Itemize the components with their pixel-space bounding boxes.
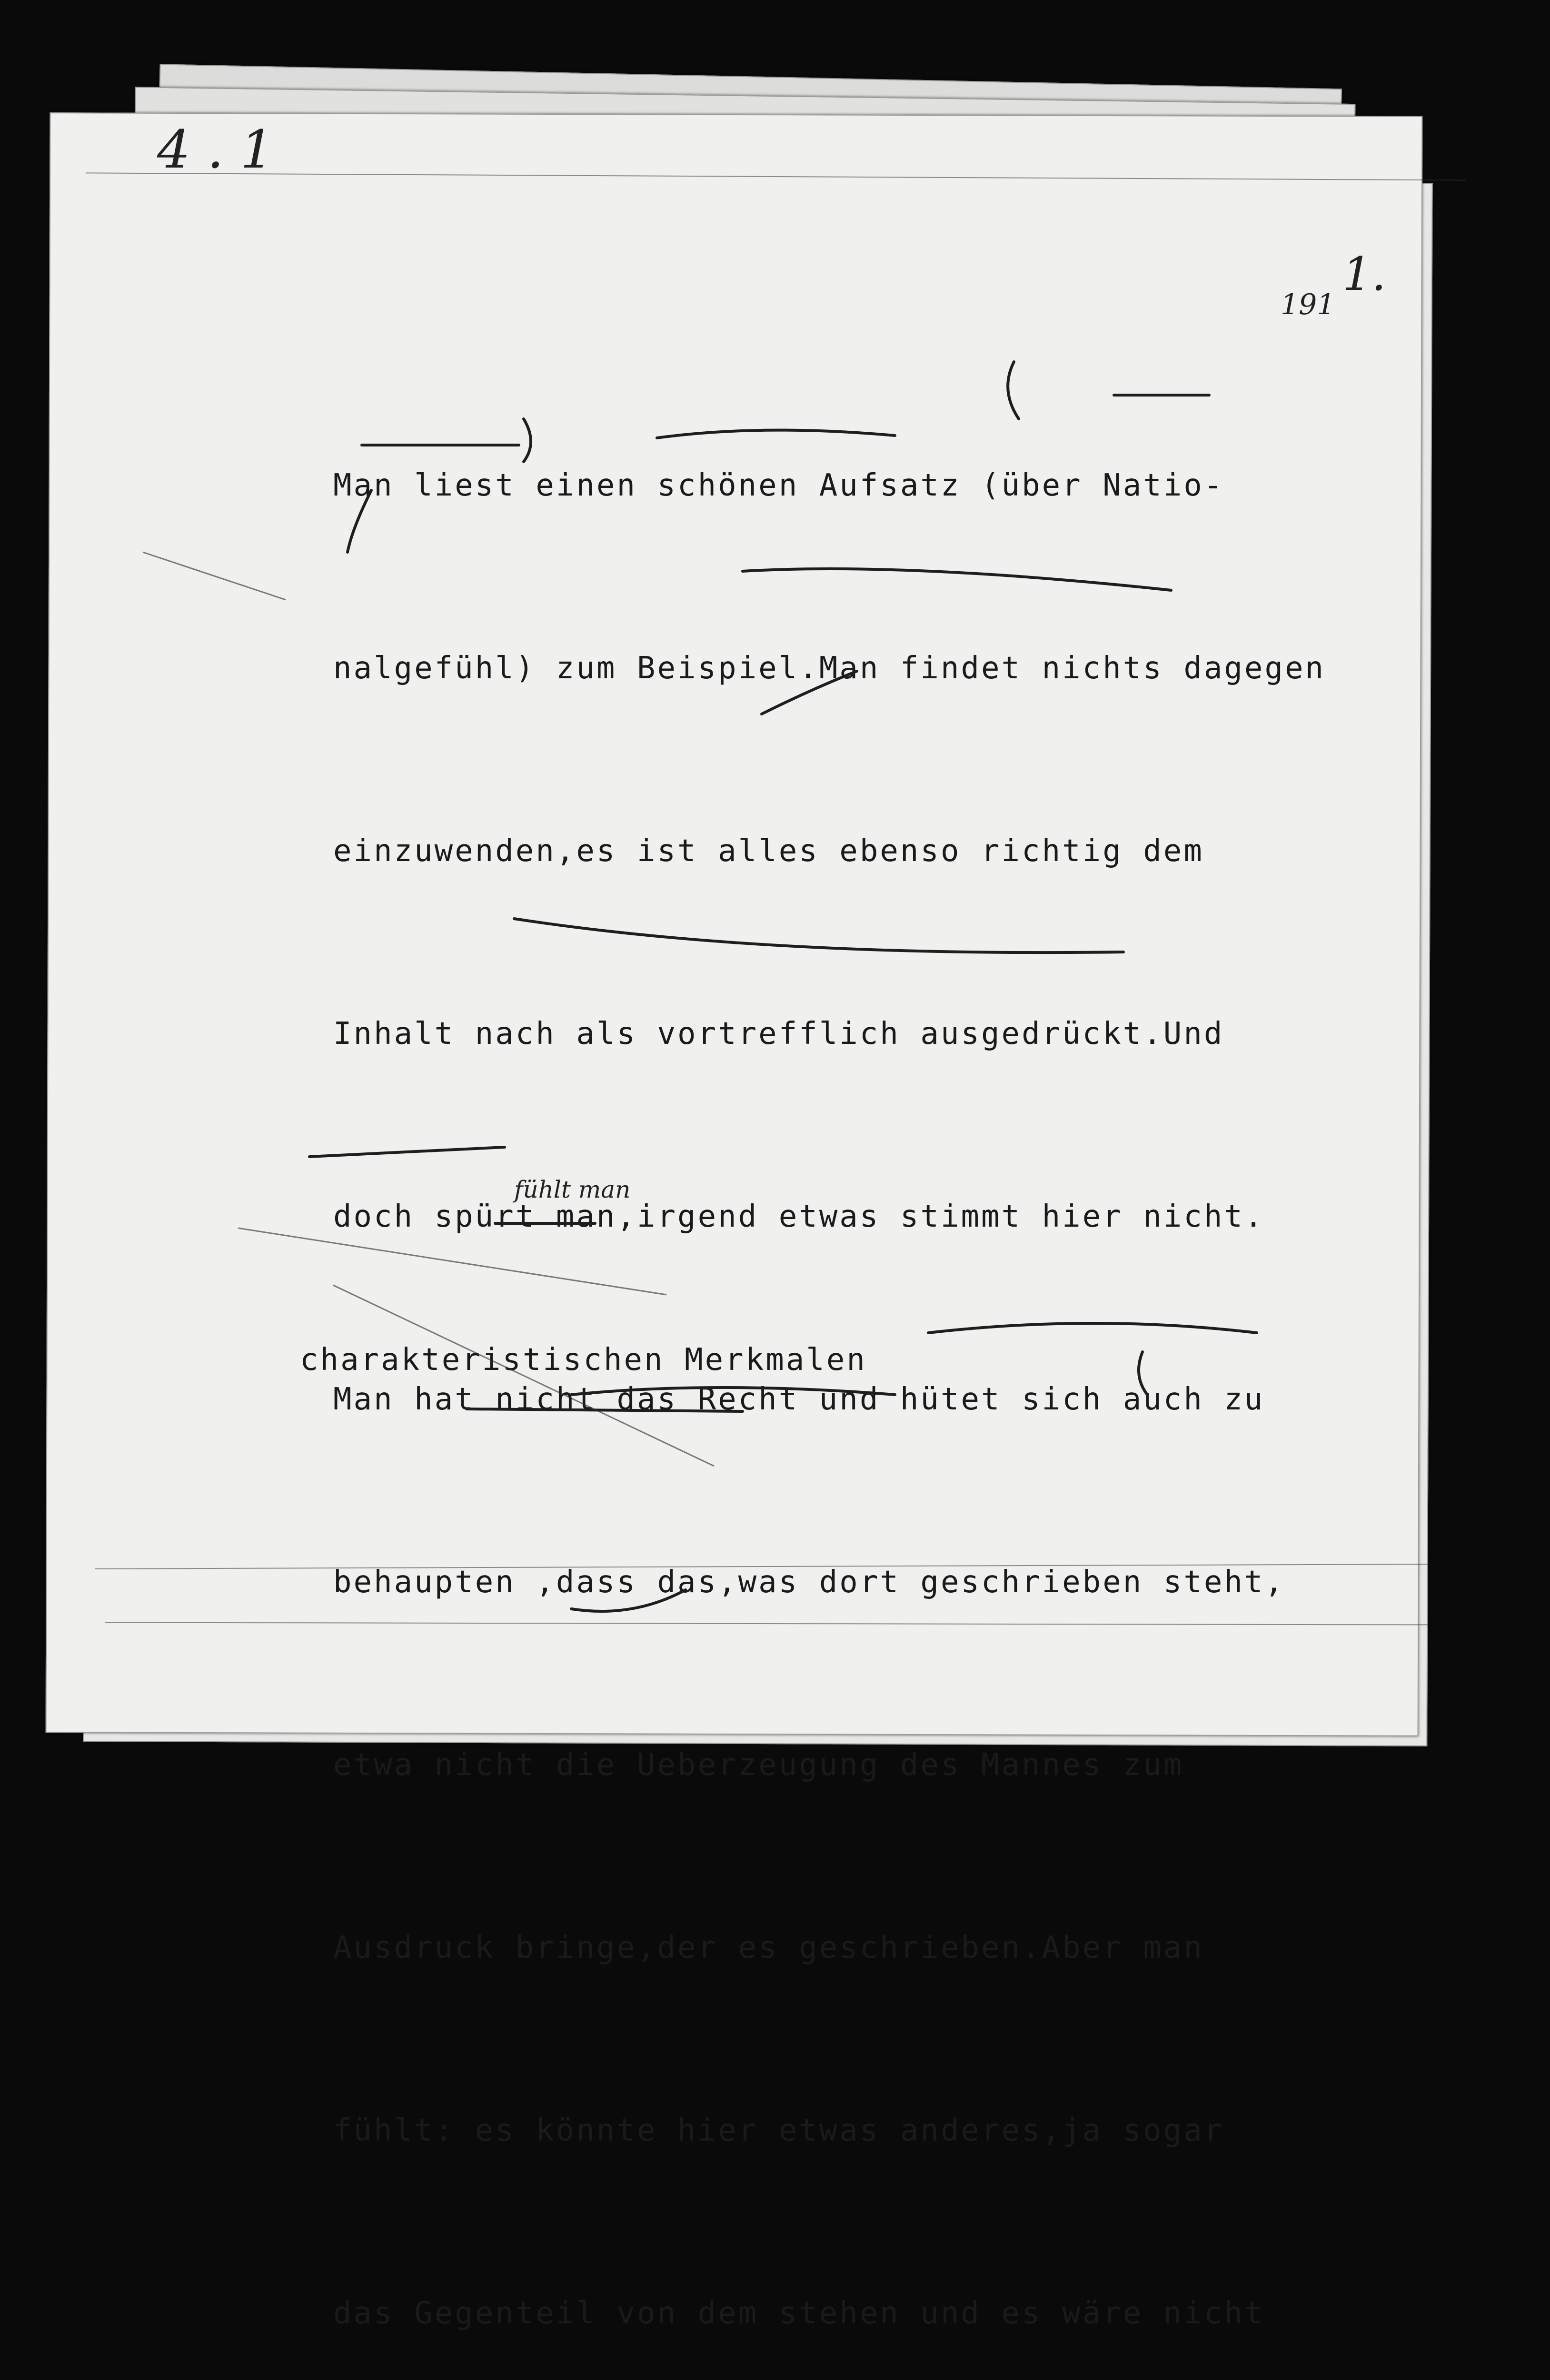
page-number: 191	[1281, 288, 1335, 321]
typed-line: doch spürt man,irgend etwas stimmt hier nicht.	[333, 1199, 1265, 1234]
underline-mark	[657, 430, 895, 438]
margin-stroke	[348, 490, 371, 552]
handwritten-annotation: fühlt man	[514, 1176, 631, 1203]
typed-line: Ausdruck bringe,der es geschrieben.Aber man	[333, 1930, 1204, 1965]
typed-line: nalgefühl) zum Beispiel.Man findet nichts dagegen	[333, 651, 1326, 686]
margin-stroke	[309, 1147, 505, 1157]
bracket-mark	[1008, 362, 1019, 419]
typed-line: das Gegenteil von dem stehen und es wäre nicht	[333, 2296, 1265, 2331]
correction-stroke	[762, 671, 857, 714]
underline-mark	[514, 919, 1123, 952]
typed-line: Man liest einen schönen Aufsatz (über Natio-	[333, 468, 1224, 503]
top-right-page-mark: 1.	[1342, 248, 1386, 301]
underline-mark	[571, 1388, 895, 1395]
bracket-mark	[1139, 1352, 1147, 1395]
typed-line: etwa nicht die Ueberzeugung des Mannes zum	[333, 1747, 1184, 1783]
typed-line: einzuwenden,es ist alles ebenso richtig dem	[333, 833, 1204, 869]
scratch-mark	[143, 552, 286, 600]
top-left-pencil-mark: 4 . 1	[157, 119, 274, 180]
typed-insertion: charakteristischen Merkmalen	[300, 1342, 867, 1378]
underline-mark	[743, 569, 1171, 590]
underline-mark	[571, 1590, 686, 1611]
scratch-mark	[238, 1228, 666, 1295]
typed-line: Man hat nicht das Recht und hütet sich auch zu	[333, 1382, 1265, 1417]
underline-mark	[928, 1323, 1257, 1333]
scratch-mark	[333, 1285, 714, 1466]
typed-line: behaupten ,dass das,was dort geschrieben steht,	[333, 1565, 1285, 1600]
strike-mark	[467, 1409, 743, 1411]
typed-line: fühlt: es könnte hier etwas anderes,ja sogar	[333, 2113, 1224, 2148]
bracket-mark	[524, 419, 531, 462]
typed-line: Inhalt nach als vortrefflich ausgedrückt.Und	[333, 1016, 1224, 1051]
